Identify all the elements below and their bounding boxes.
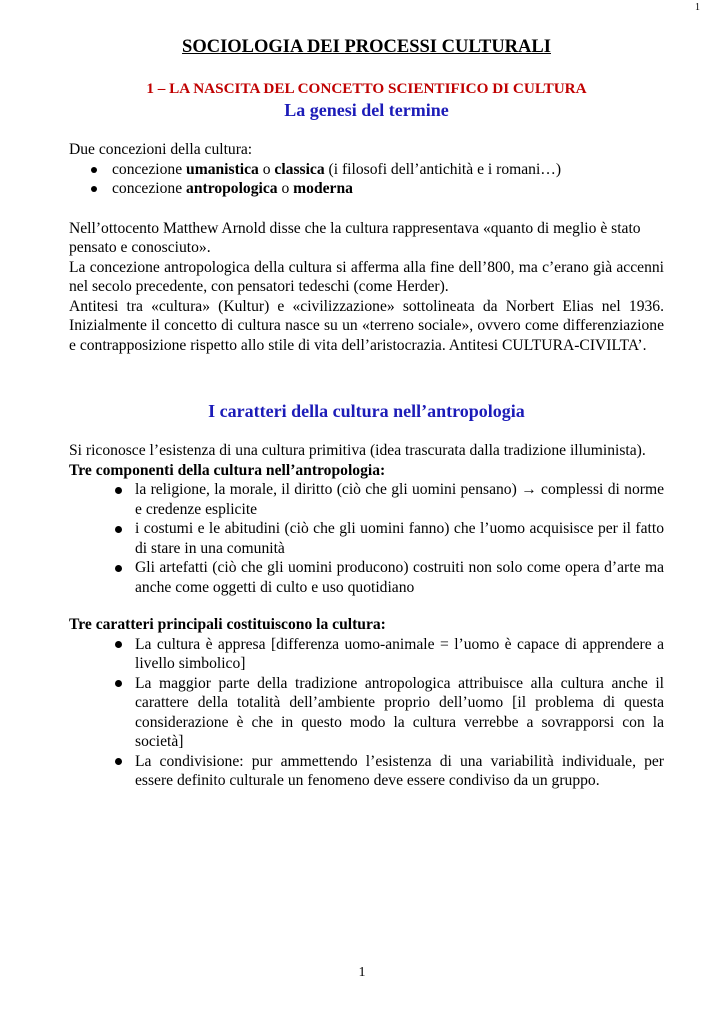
list-item: i costumi e le abitudini (ciò che gli uomini fanno) che l’uomo acquisisce per il fatto di stare in una comunità (69, 519, 664, 558)
list-item: concezione antropologica o moderna (69, 179, 664, 199)
list-item: La maggior parte della tradizione antropologica attribuisce alla cultura anche il carattere della totalità dell’ambiente proprio dell’uomo [il problema di questa considerazione è che in questo modo la cultura verrebbe a sovrapporsi con la società] (69, 674, 664, 752)
list-item: La condivisione: pur ammettendo l’esistenza di una variabilità individuale, per essere definito culturale un fenomeno deve essere condiviso da un gruppo. (69, 752, 664, 791)
paragraph-antitesi: Antitesi tra «cultura» (Kultur) e «civilizzazione» sottolineata da Norbert Elias nel 1936. Inizialmente il concetto di cultura nasce su un «terreno sociale», ovvero come differenziazione e contrapposizione rispetto allo stile di vita dell’aristocrazia. Antitesi CULTURA-CIVILTA’. (69, 297, 664, 354)
page-number-header: 1 (695, 2, 700, 13)
page-number-footer: 1 (358, 965, 366, 980)
concezioni-intro: Due concezioni della cultura: (69, 141, 253, 158)
section-heading-genesi: La genesi del termine (284, 100, 449, 120)
list-item: la religione, la morale, il diritto (ciò che gli uomini pensano) → complessi di norme e credenze esplicite (69, 480, 664, 519)
section-heading-caratteri: I caratteri della cultura nell’antropologia (208, 401, 525, 421)
document-title: SOCIOLOGIA DEI PROCESSI CULTURALI (182, 37, 551, 57)
list-item: Gli artefatti (ciò che gli uomini producono) costruiti non solo come opera d’arte ma anche come oggetti di culto e uso quotidiano (69, 558, 664, 597)
caratteri-heading: Tre caratteri principali costituiscono la cultura: (69, 616, 386, 633)
paragraph-arnold: Nell’ottocento Matthew Arnold disse che la cultura rappresentava «quanto di meglio è stato pensato e conosciuto». (69, 219, 641, 256)
document-body (69, 35, 664, 791)
componenti-list (69, 480, 664, 597)
paragraph-antropologica: La concezione antropologica della cultura si afferma alla fine dell’800, ma c’erano già accenni nel secolo precedente, con pensatori tedeschi (come Herder). (69, 258, 664, 295)
concezioni-list (69, 160, 664, 199)
chapter-heading: 1 – LA NASCITA DEL CONCETTO SCIENTIFICO DI CULTURA (146, 80, 587, 97)
list-item: La cultura è appresa [differenza uomo-animale = l’uomo è capace di apprendere a livello simbolico] (69, 635, 664, 674)
caratteri-list (69, 635, 664, 791)
paragraph-cultura-primitiva: Si riconosce l’esistenza di una cultura primitiva (idea trascurata dalla tradizione illuminista). (69, 442, 646, 459)
list-item: concezione umanistica o classica (i filosofi dell’antichità e i romani…) (69, 160, 664, 180)
componenti-heading: Tre componenti della cultura nell’antropologia: (69, 461, 386, 479)
